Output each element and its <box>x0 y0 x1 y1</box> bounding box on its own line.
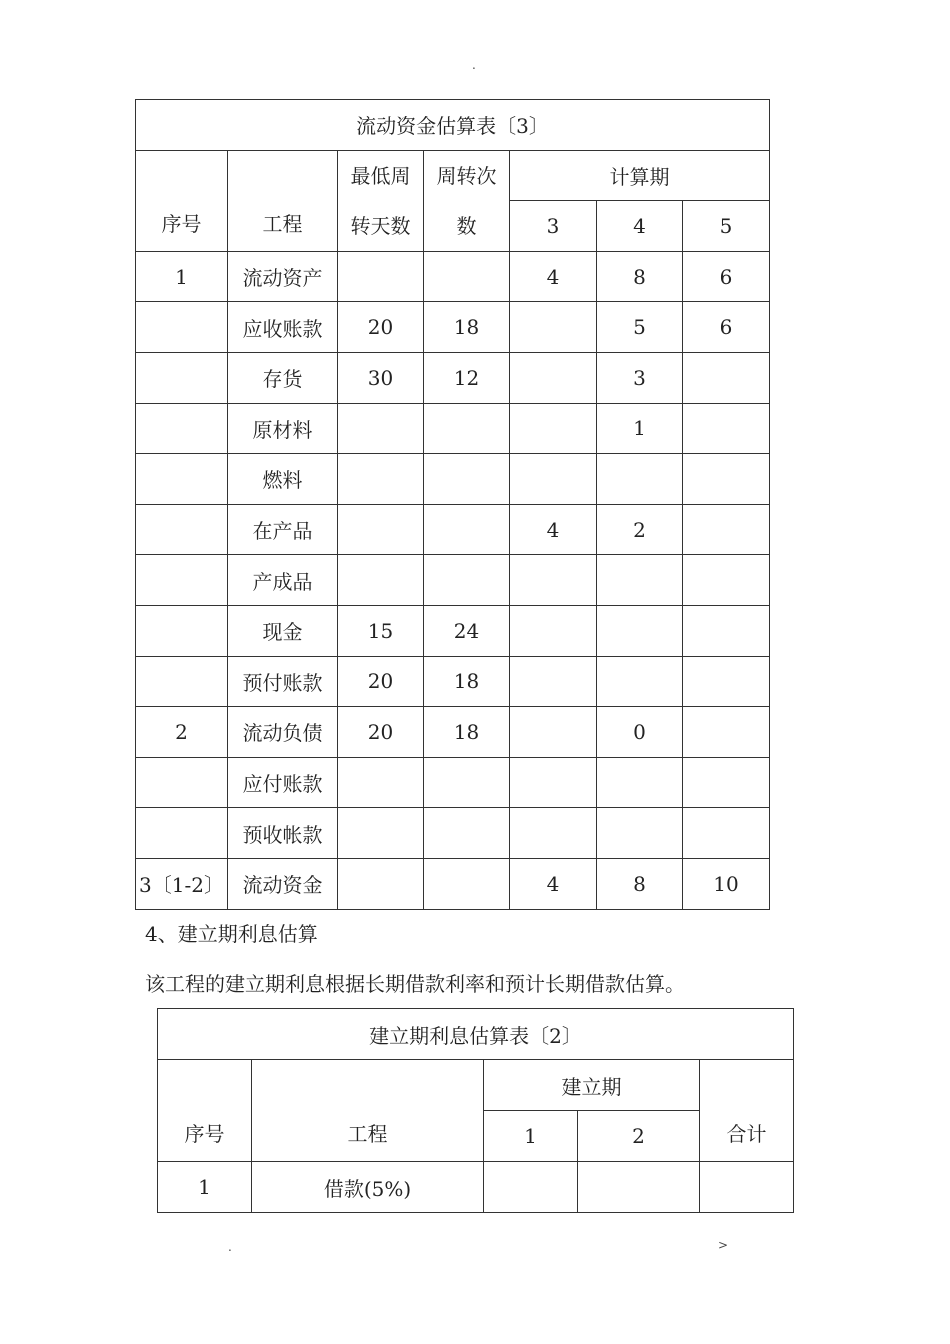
table-cell <box>683 403 770 454</box>
table-cell <box>424 504 510 555</box>
table-row <box>136 707 770 758</box>
table-cell <box>683 808 770 859</box>
table-cell <box>510 808 597 859</box>
table-row <box>136 454 770 505</box>
table-cell <box>510 454 597 505</box>
table-cell <box>136 555 228 606</box>
table-cell: 5 <box>597 302 683 353</box>
table-cell <box>136 302 228 353</box>
table-cell: 3 <box>597 352 683 403</box>
table-cell: 产成品 <box>228 555 338 606</box>
table-cell <box>683 757 770 808</box>
table-cell <box>136 504 228 555</box>
table-cell <box>136 403 228 454</box>
table-cell: 在产品 <box>228 504 338 555</box>
page-bottom-left-mark: . <box>228 1240 232 1254</box>
table-cell <box>424 858 510 909</box>
table-cell: 借款(5%) <box>252 1162 484 1213</box>
table-cell <box>424 251 510 302</box>
working-capital-table <box>135 99 770 910</box>
table-cell: 10 <box>683 858 770 909</box>
table-cell: 20 <box>338 302 424 353</box>
table-cell <box>338 403 424 454</box>
table-cell: 20 <box>338 656 424 707</box>
table-cell <box>683 352 770 403</box>
table-cell <box>424 808 510 859</box>
table-cell <box>510 707 597 758</box>
table-cell <box>683 454 770 505</box>
table-cell <box>683 555 770 606</box>
header-period-3: 3 <box>510 201 597 252</box>
table-cell <box>683 605 770 656</box>
table-cell: 原材料 <box>228 403 338 454</box>
header-no: 序号 <box>136 150 228 251</box>
table-cell: 预收帐款 <box>228 808 338 859</box>
header-turnover-line2: 数 <box>456 213 477 238</box>
table-title: 流动资金估算表〔3〕 <box>136 100 770 151</box>
table-cell <box>338 858 424 909</box>
header-min-days <box>338 150 424 251</box>
table-cell: 20 <box>338 707 424 758</box>
table-title: 建立期利息估算表〔2〕 <box>158 1009 794 1060</box>
table-cell: 6 <box>683 251 770 302</box>
table-cell: 4 <box>510 504 597 555</box>
table-row <box>136 403 770 454</box>
table-row <box>136 302 770 353</box>
table-cell <box>597 555 683 606</box>
table-cell <box>338 808 424 859</box>
table-cell: 应收账款 <box>228 302 338 353</box>
table-cell: 4 <box>510 858 597 909</box>
table-cell: 12 <box>424 352 510 403</box>
header-turnover-line1: 周转次 <box>436 163 497 188</box>
table-cell <box>424 757 510 808</box>
table-cell <box>597 656 683 707</box>
table-cell <box>510 605 597 656</box>
table-row <box>136 858 770 909</box>
header-period: 建立期 <box>484 1060 700 1111</box>
table-cell <box>338 504 424 555</box>
header-turnover <box>424 150 510 251</box>
table-cell <box>424 403 510 454</box>
header-total: 合计 <box>700 1060 794 1162</box>
table-cell: 存货 <box>228 352 338 403</box>
table-cell: 流动负债 <box>228 707 338 758</box>
table-cell <box>597 757 683 808</box>
header-no: 序号 <box>158 1060 252 1162</box>
table-cell <box>136 454 228 505</box>
table-cell <box>510 352 597 403</box>
header-period: 计算期 <box>510 150 770 201</box>
table-cell: 1 <box>158 1162 252 1213</box>
table-cell: 2 <box>136 707 228 758</box>
table-cell: 现金 <box>228 605 338 656</box>
table-cell: 1 <box>136 251 228 302</box>
table-cell <box>136 352 228 403</box>
header-min-days-line1: 最低周 <box>350 163 411 188</box>
table-cell: 18 <box>424 302 510 353</box>
table-cell: 3〔1-2〕 <box>136 858 228 909</box>
table-cell: 8 <box>597 858 683 909</box>
table-cell <box>683 656 770 707</box>
table-cell <box>683 504 770 555</box>
table-cell <box>338 757 424 808</box>
table-row <box>136 656 770 707</box>
table-cell: 15 <box>338 605 424 656</box>
table-cell <box>597 605 683 656</box>
header-period-2: 2 <box>578 1111 700 1162</box>
table-cell: 1 <box>597 403 683 454</box>
table-cell <box>510 302 597 353</box>
table-cell: 18 <box>424 707 510 758</box>
table-cell <box>683 707 770 758</box>
header-min-days-line2: 转天数 <box>350 213 411 238</box>
table-cell: 24 <box>424 605 510 656</box>
table-cell <box>510 656 597 707</box>
header-item: 工程 <box>252 1060 484 1162</box>
page-top-mark: . <box>472 58 476 72</box>
page-bottom-right-mark: > <box>718 1238 729 1252</box>
table-row <box>136 605 770 656</box>
table-cell <box>136 605 228 656</box>
table-row <box>136 352 770 403</box>
header-period-4: 4 <box>597 201 683 252</box>
table-cell <box>424 555 510 606</box>
table-row <box>136 808 770 859</box>
table-row <box>136 251 770 302</box>
table-cell: 6 <box>683 302 770 353</box>
table-cell <box>597 808 683 859</box>
table-cell: 应付账款 <box>228 757 338 808</box>
table-cell: 0 <box>597 707 683 758</box>
table-row <box>136 504 770 555</box>
table-cell: 预付账款 <box>228 656 338 707</box>
header-item: 工程 <box>228 150 338 251</box>
table-row <box>136 555 770 606</box>
table-cell: 燃料 <box>228 454 338 505</box>
table-cell: 4 <box>510 251 597 302</box>
table-cell <box>338 555 424 606</box>
table-cell: 流动资金 <box>228 858 338 909</box>
table-cell <box>510 757 597 808</box>
table-cell <box>597 454 683 505</box>
table-cell <box>136 656 228 707</box>
construction-interest-table <box>157 1008 794 1213</box>
table-cell <box>510 403 597 454</box>
table-cell: 8 <box>597 251 683 302</box>
table-row <box>158 1162 794 1213</box>
table-cell: 2 <box>597 504 683 555</box>
table-cell <box>424 454 510 505</box>
table-row <box>136 757 770 808</box>
table-cell: 30 <box>338 352 424 403</box>
table-cell <box>136 808 228 859</box>
table-cell <box>338 454 424 505</box>
header-period-1: 1 <box>484 1111 578 1162</box>
section-heading: 4、建立期利息估算 <box>145 922 318 946</box>
section-paragraph: 该工程的建立期利息根据长期借款利率和预计长期借款估算。 <box>145 972 685 996</box>
table-cell: 流动资产 <box>228 251 338 302</box>
table-cell: 18 <box>424 656 510 707</box>
table-cell <box>338 251 424 302</box>
table-cell <box>700 1162 794 1213</box>
header-period-5: 5 <box>683 201 770 252</box>
table-cell <box>136 757 228 808</box>
table-cell <box>578 1162 700 1213</box>
table-cell <box>484 1162 578 1213</box>
table-cell <box>510 555 597 606</box>
